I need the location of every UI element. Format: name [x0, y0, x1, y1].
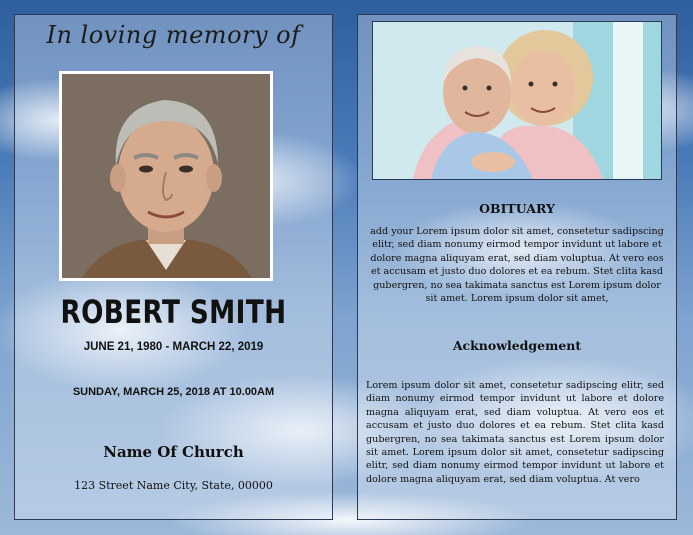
left-panel — [14, 14, 333, 520]
couple-photo — [372, 21, 662, 180]
life-dates: JUNE 21, 1980 - MARCH 22, 2019 — [83, 341, 264, 353]
obituary-heading: OBITUARY — [479, 201, 555, 216]
service-datetime: SUNDAY, MARCH 25, 2018 AT 10.00AM — [72, 386, 275, 398]
church-address: 123 Street Name City, State, 00000 — [74, 479, 273, 492]
acknowledgement-text: Lorem ipsum dolor sit amet, consetetur sadipscing elitr, sed diam nonumy eirmod tempor invidunt ut labore et dolore magna aliquyam erat, sed diam voluptua. At vero eos et accusam et justo duo dolores et ea rebum. Stet clita kasd gubergren, no sea takimata sanctus est Lorem ipsum dolor sit amet. Lorem ipsum dolor sit amet, consetetur sadipscing elitr, sed diam nonumy eirmod tempor invidunt ut labore et dolore magna aliquyam erat, sed diam voluptua. At vero — [366, 380, 664, 485]
couple-illustration — [373, 22, 661, 179]
right-panel — [357, 14, 677, 520]
obituary-text: add your Lorem ipsum dolor sit amet, consetetur sadipscing elitr, sed diam nonumy eirmod tempor invidunt ut labore et dolore magna aliquyam erat, sed diam voluptua. At vero eos et accusam et justo duo dolores et ea rebum. Stet clita kasd gubergren, no sea takimata sanctus est Lorem ipsum dolor sit amet. Lorem ipsum dolor sit amet, — [370, 226, 664, 305]
deceased-name: ROBERT SMITH — [60, 293, 287, 331]
portrait-photo — [59, 71, 273, 281]
church-name: Name Of Church — [103, 443, 244, 461]
portrait-illustration — [62, 74, 270, 278]
acknowledgement-heading: Acknowledgement — [452, 338, 582, 353]
memory-title: In loving memory of — [46, 21, 301, 49]
